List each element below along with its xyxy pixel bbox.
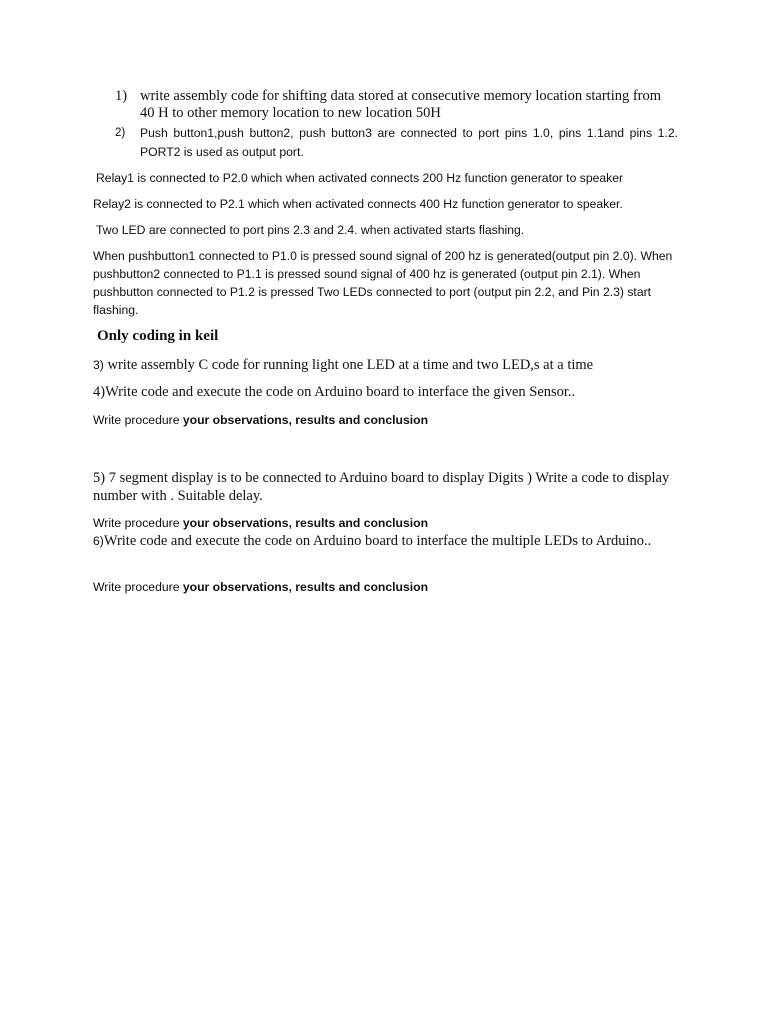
question-5: 5) 7 segment display is to be connected to Arduino board to display Digits ) Write a code to display number with . Suitable delay. [93,470,670,504]
procedure-line-3 [93,578,678,596]
relay2-paragraph: Relay2 is connected to P2.1 which when activated connects 400 Hz function generator to speaker. [93,197,623,211]
only-coding-text: Only coding in keil [97,328,219,344]
relay1-paragraph: Relay1 is connected to P2.0 which when activated connects 200 Hz function generator to speaker [96,171,624,185]
question-2-text: Push button1,push button2, push button3 are connected to port pins 1.0, pins 1.1and pins 1.2. PORT2 is used as output port. [140,126,678,159]
question-3-number: 3) [93,358,104,372]
question-3-text: write assembly C code for running light one LED at a time and two LED,s at a time [103,357,594,373]
question-2-number: 2) [115,127,126,139]
question-3 [93,356,678,374]
procedure-prefix: Write procedure [93,580,183,594]
question-1-number: 1) [115,88,128,104]
only-coding-heading [97,328,682,345]
question-1-text: write assembly code for shifting data stored at consecutive memory location starting from 40 H to other memory location to new location 50H [140,88,662,121]
procedure-line-2 [93,514,678,532]
procedure-bold: your observations, results and conclusion [182,413,429,427]
question-6 [93,532,678,550]
two-led-paragraph: Two LED are connected to port pins 2.3 and 2.4. when activated starts flashing. [96,223,525,237]
question-6-number: 6) [93,534,104,548]
question-6-text: Write code and execute the code on Arduino board to interface the multiple LEDs to Arduino.. [103,533,652,549]
question-4: 4)Write code and execute the code on Arduino board to interface the given Sensor.. [93,384,576,400]
procedure-bold: your observations, results and conclusion [182,516,429,530]
procedure-bold: your observations, results and conclusion [182,580,429,594]
procedure-line-1 [93,411,678,429]
pushbutton-paragraph: When pushbutton1 connected to P1.0 is pressed sound signal of 200 hz is generated(output pin 2.0). When pushbutton2 connected to P1.1 is pressed sound signal of 400 hz is generated (output pin 2.1). When pushbutton connected to P1.2 is pressed Two LEDs connected to port (output pin 2.2, and Pin 2.3) start flashing. [93,249,673,317]
procedure-prefix: Write procedure [93,516,183,530]
question-1 [93,88,678,122]
question-2 [93,124,678,162]
procedure-prefix: Write procedure [93,413,183,427]
